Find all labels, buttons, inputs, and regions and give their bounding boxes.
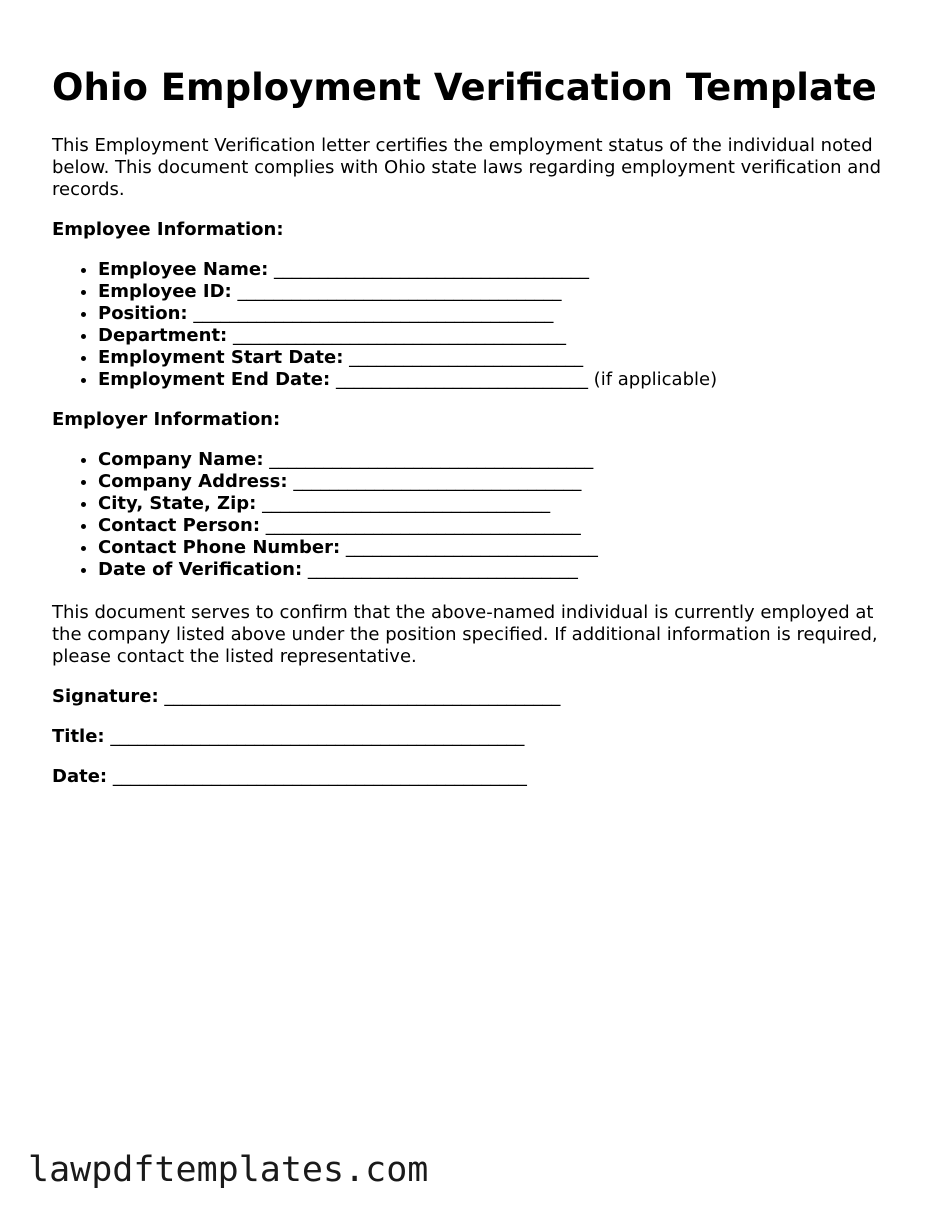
field-blank: ____________________________ [330, 369, 588, 390]
date-label: Date: [52, 766, 108, 787]
field-department [98, 325, 902, 347]
employer-section-heading: Employer Information: [52, 409, 281, 430]
field-contact-person [98, 515, 902, 537]
field-label: Company Name: [98, 449, 264, 470]
field-blank: ________________________________ [256, 493, 551, 514]
field-label: Department: [98, 325, 228, 346]
title-label: Title: [52, 726, 105, 747]
field-label: Company Address: [98, 471, 288, 492]
title-blank: ______________________________________________ [104, 726, 525, 747]
confirmation-paragraph: This document serves to confirm that the above-named individual is currently employed at the company listed above under the position specified. If additional information is required, please contact the listed representative. [52, 602, 878, 667]
field-blank: ___________________________________ [260, 515, 581, 536]
field-blank: ____________________________________ [231, 281, 562, 302]
employee-section-heading: Employee Information: [52, 219, 284, 240]
field-label: Employee Name: [98, 259, 269, 280]
field-employment-start-date [98, 347, 902, 369]
field-blank: ________________________________________ [187, 303, 554, 324]
field-company-address [98, 471, 902, 493]
field-position [98, 303, 902, 325]
title-line [52, 726, 902, 748]
watermark: lawpdftemplates.com [28, 1150, 429, 1190]
signature-blank: ____________________________________________ [158, 686, 561, 707]
field-blank: ____________________________________ [263, 449, 594, 470]
intro-paragraph: This Employment Verification letter certifies the employment status of the individual noted below. This document complies with Ohio state laws regarding employment verification and records. [52, 135, 882, 200]
field-employment-end-date [98, 369, 902, 391]
date-blank: ______________________________________________ [107, 766, 527, 787]
signature-line [52, 686, 902, 708]
field-label: Employee ID: [98, 281, 232, 302]
field-label: Contact Phone Number: [98, 537, 341, 558]
field-blank: _____________________________________ [227, 325, 566, 346]
field-employee-name [98, 259, 902, 281]
date-line [52, 766, 902, 788]
field-blank: ______________________________ [302, 559, 578, 580]
field-note: (if applicable) [587, 369, 718, 390]
field-contact-phone-number [98, 537, 902, 559]
employer-fields-list [52, 449, 902, 581]
field-blank: __________________________ [343, 347, 584, 368]
field-blank: ___________________________________ [268, 259, 589, 280]
field-company-name [98, 449, 902, 471]
field-employee-id [98, 281, 902, 303]
field-date-of-verification [98, 559, 902, 581]
field-label: Position: [98, 303, 188, 324]
field-blank: ________________________________ [287, 471, 582, 492]
field-blank: ____________________________ [340, 537, 598, 558]
field-label: Date of Verification: [98, 559, 303, 580]
employee-fields-list [52, 259, 902, 391]
field-city-state-zip [98, 493, 902, 515]
document-page [52, 62, 902, 788]
field-label: City, State, Zip: [98, 493, 257, 514]
signature-label: Signature: [52, 686, 159, 707]
field-label: Employment Start Date: [98, 347, 344, 368]
document-title: Ohio Employment Verification Template [52, 66, 877, 109]
field-label: Contact Person: [98, 515, 261, 536]
field-label: Employment End Date: [98, 369, 331, 390]
